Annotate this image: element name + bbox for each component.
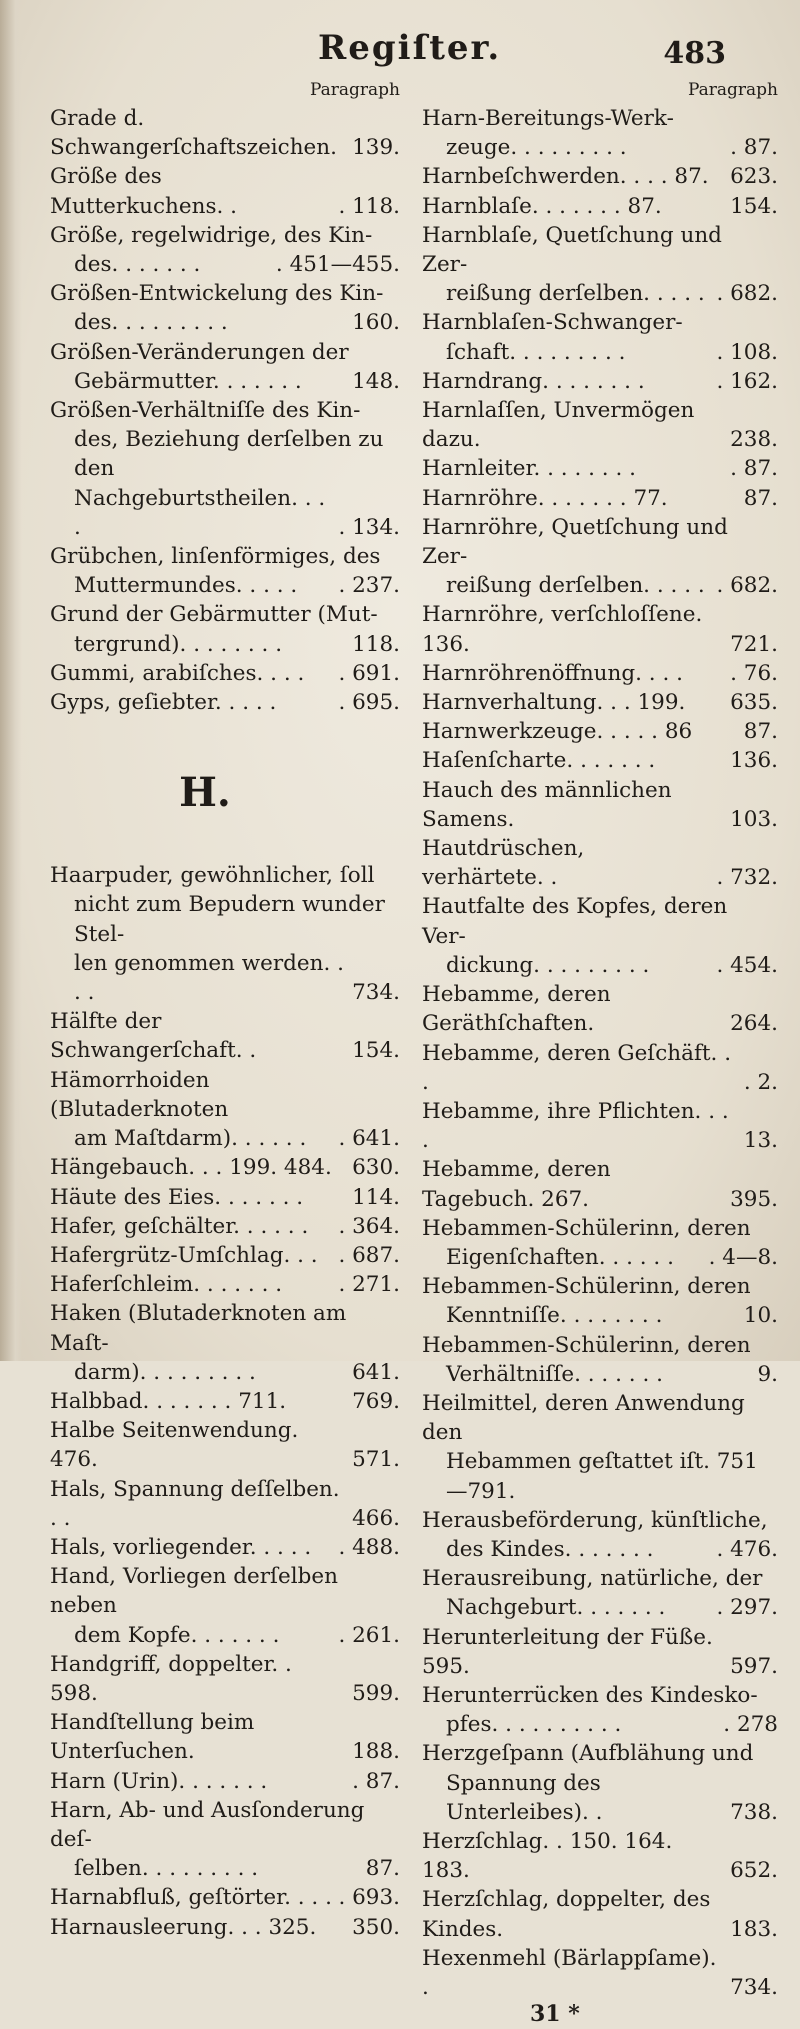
entry-term: Harnausleerung. . . 325. [50,1914,317,1940]
entry-term: Hals, Spannung deſſelben. . . [50,1476,340,1531]
entry-paragraph-ref: . 641. [338,1126,400,1152]
entry-term: Gyps, geſiebter. . . . . [50,690,277,716]
index-entry [422,104,778,133]
left-column [50,78,400,1942]
index-entry [50,1913,400,1942]
entry-paragraph-ref: 652. [730,1858,778,1884]
entry-paragraph-ref: 734. [352,980,400,1006]
index-entry [422,1593,778,1622]
entry-paragraph-ref: 9. [757,1361,778,1387]
index-entries-g [50,104,400,717]
index-entry [422,776,778,834]
index-entry [50,1124,400,1153]
index-entry [50,396,400,425]
entry-term: Harnröhrenöffnung. . . . [422,660,683,686]
entry-term: Hafergrütz-Umſchlag. . . [50,1242,318,1268]
index-entry [50,1796,400,1854]
index-entry [422,396,778,454]
entry-paragraph-ref: 87. [743,719,778,745]
entry-term: Hebamme, ihre Pflichten. . . . [422,1098,729,1154]
entry-paragraph-ref: . 682. [716,573,778,599]
entry-term: Harnblaſe. . . . . . . 87. [422,193,662,219]
entry-paragraph-ref: . 687. [338,1242,400,1268]
entry-paragraph-ref: 154. [730,193,778,219]
entry-term: Verhältniſſe. . . . . . . [446,1361,663,1387]
entry-term: Spannung des Unterleibes). . [446,1770,603,1825]
entry-term: des. . . . . . . . . [74,310,228,336]
entry-term: Hafer, geſchälter. . . . . . [50,1213,309,1239]
entry-paragraph-ref: . 693. [338,1885,400,1911]
index-entry [422,1506,778,1535]
entry-term: Hängebauch. . . 199. 484. [50,1155,332,1181]
entry-term: Harnverhaltung. . . 199. [422,690,686,716]
index-entry [422,951,778,980]
entry-term: Harnblaſe, Quetſchung und Zer- [422,222,722,278]
index-entry [50,949,400,1007]
entry-term: Herausreibung, natürliche, der [422,1566,763,1592]
index-entry [50,1212,400,1241]
entry-paragraph-ref: 183. [730,1916,778,1942]
entry-term: Häute des Eies. . . . . . . [50,1184,304,1210]
index-entry [422,221,778,279]
index-entry [50,1621,400,1650]
index-entries-h [50,861,400,1942]
entry-paragraph-ref: . 454. [716,952,778,978]
index-entry [50,484,400,542]
entry-term: Hebammen-Schülerinn, deren [422,1274,751,1300]
index-entry [50,250,400,279]
index-entry [422,1769,778,1827]
index-entry [50,688,400,717]
index-entry [50,1299,400,1357]
entry-paragraph-ref: . 451—455. [275,252,400,278]
index-entry [50,221,400,250]
entry-paragraph-ref: . 4—8. [708,1244,778,1270]
entry-term: tergrund). . . . . . . . [74,631,283,657]
entry-term: Harnröhre, verſchloſſene. 136. [422,602,703,657]
index-entry [422,1623,778,1681]
entry-paragraph-ref: 87. [365,1856,400,1882]
page-number: 483 [663,36,726,71]
entry-term: Hals, vorliegender. . . . . [50,1534,312,1560]
entry-term: Harn, Ab- und Ausſonderung deſ- [50,1797,365,1852]
index-entry [422,571,778,600]
entry-paragraph-ref: 103. [730,806,778,832]
index-entry [422,1272,778,1301]
entry-term: Nachgeburt. . . . . . . [446,1595,666,1621]
entry-term: Hebammen geſtattet iſt. 751—791. [446,1449,758,1504]
entry-term: Muttermundes. . . . . [74,573,298,599]
index-entry [422,338,778,367]
entry-paragraph-ref: 738. [730,1799,778,1825]
index-entry [422,1564,778,1593]
entry-term: Halbe Seitenwendung. 476. [50,1418,299,1473]
entry-paragraph-ref: . 271. [338,1272,400,1298]
entry-term: Größen-Verhältniſſe des Kin- [50,398,361,424]
index-entry [422,688,778,717]
entry-term: Grübchen, linſenförmiges, des [50,544,381,570]
index-entry [422,659,778,688]
index-entry [50,1708,400,1766]
entry-paragraph-ref: 769. [352,1388,400,1414]
entry-term: Harnleiter. . . . . . . . [422,456,636,482]
index-entry [422,133,778,162]
entry-term: Hauch des männlichen Samens. [422,777,672,832]
entry-term: Haarpuder, gewöhnlicher, ſoll [50,863,375,889]
entry-term: Hebamme, deren Geräthſchaften. [422,982,611,1037]
entry-paragraph-ref: . 118. [338,193,400,219]
entry-term: nicht zum Bepudern wunder Stel- [74,892,385,947]
entry-term: Haſenſcharte. . . . . . . [422,748,656,774]
index-entry [50,104,400,162]
index-entry [50,338,400,367]
index-entry [422,1243,778,1272]
entry-term: Harn (Urin). . . . . . . [50,1768,268,1794]
entry-paragraph-ref: 264. [730,1011,778,1037]
page-title: Regiſter. [318,28,502,68]
entry-paragraph-ref: 118. [352,631,400,657]
entry-paragraph-ref: 136. [730,748,778,774]
entry-paragraph-ref: . 476. [716,1536,778,1562]
paragraph-label: Paragraph [687,80,778,100]
entry-term: Hebammen-Schülerinn, deren [422,1332,751,1358]
entry-term: Herausbeförderung, künſtliche, [422,1507,768,1533]
entry-term: Gebärmutter. . . . . . . [74,368,302,394]
entry-term: Hautdrüschen, verhärtete. . [422,836,585,891]
index-entry [422,1827,778,1885]
entry-paragraph-ref: 148. [352,368,400,394]
index-entry [50,630,400,659]
index-entries-h-continued [422,104,778,2002]
index-entry [50,1183,400,1212]
index-entry [50,1562,400,1620]
index-entry [422,308,778,337]
entry-paragraph-ref: 635. [730,690,778,716]
entry-term: Haken (Blutaderknoten am Maſt- [50,1301,347,1356]
entry-paragraph-ref: 597. [730,1653,778,1679]
entry-term: Harnröhre, Quetſchung und Zer- [422,514,728,570]
entry-term: Größe des Mutterkuchens. . [50,164,238,219]
entry-paragraph-ref: 139. [352,135,400,161]
entry-paragraph-ref: . 76. [730,660,778,686]
entry-paragraph-ref: . 695. [338,690,400,716]
entry-term: Hämorrhoiden (Blutaderknoten [50,1067,229,1122]
index-entry [422,1331,778,1360]
section-letter: H. [179,769,231,817]
entry-term: pfes. . . . . . . . . . [446,1712,622,1738]
entry-term: Hebammen-Schülerinn, deren [422,1215,751,1241]
index-entry [422,600,778,658]
entry-term: Handgriff, doppelter. . 598. [50,1651,292,1706]
entry-paragraph-ref: 87. [743,485,778,511]
entry-paragraph-ref: 734. [730,1975,778,2000]
index-entry [50,1767,400,1796]
index-entry [422,1885,778,1943]
entry-term: reißung derſelben. . . . . [446,281,705,307]
entry-term: zeuge. . . . . . . . . [446,135,627,161]
entry-term: Hebamme, deren Tagebuch. 267. [422,1157,611,1212]
entry-paragraph-ref: . 87. [730,456,778,482]
entry-paragraph-ref: 599. [352,1680,400,1706]
entry-term: Herunterrücken des Kindesko- [422,1682,758,1708]
entry-term: Kenntniſſe. . . . . . . . [446,1303,663,1329]
entry-term: Hautfalte des Kopfes, deren Ver- [422,894,728,949]
index-entry [422,1155,778,1213]
entry-term: Größe, regelwidrige, des Kin- [50,222,373,248]
index-entry [50,308,400,337]
entry-paragraph-ref: . 488. [338,1534,400,1560]
index-entry [422,279,778,308]
entry-term: len genommen werden. . . . [74,950,344,1006]
entry-paragraph-ref: 154. [352,1038,400,1064]
entry-paragraph-ref: . 261. [338,1622,400,1648]
entry-term: Hebamme, deren Geſchäft. . . [422,1040,732,1095]
entry-paragraph-ref: . 108. [716,339,778,365]
entry-paragraph-ref: . 297. [716,1595,778,1621]
index-entry [50,1153,400,1182]
index-entry [50,659,400,688]
entry-paragraph-ref: . 134. [338,514,400,540]
entry-term: Heilmittel, deren Anwendung den [422,1390,745,1446]
entry-paragraph-ref: 160. [352,310,400,336]
entry-term: Haferſchleim. . . . . . . [50,1272,283,1298]
entry-term: Hexenmehl (Bärlappſame). . [422,1945,717,2000]
index-entry [422,162,778,191]
index-entry [422,1097,778,1155]
entry-term: Größen-Entwickelung des Kin- [50,281,384,307]
entry-paragraph-ref: . 278 [723,1712,778,1738]
entry-paragraph-ref: 350. [352,1914,400,1940]
entry-term: des, Beziehung derſelben zu den [74,427,384,482]
index-entry [422,1214,778,1243]
entry-paragraph-ref: . 732. [716,865,778,891]
index-entry [50,367,400,396]
entry-term: reißung derſelben. . . . . [446,573,705,599]
entry-term: des. . . . . . . [74,252,201,278]
entry-term: Grund der Gebärmutter (Mut- [50,602,378,628]
entry-paragraph-ref: 238. [730,427,778,453]
entry-paragraph-ref: 641. [352,1359,400,1385]
index-entry [50,1387,400,1416]
running-header [0,22,800,78]
entry-term: Grade d. Schwangerſchaftszeichen. [50,106,337,161]
entry-term: ſelben. . . . . . . . . [74,1856,259,1882]
entry-term: Eigenſchaften. . . . . . [446,1244,674,1270]
entry-term: Harnblaſen-Schwanger- [422,310,683,336]
entry-paragraph-ref: 571. [352,1447,400,1473]
entry-paragraph-ref: 466. [352,1505,400,1531]
index-entry [50,1416,400,1474]
index-entry [50,425,400,483]
entry-term: dem Kopfe. . . . . . . [74,1622,280,1648]
entry-paragraph-ref: 10. [743,1303,778,1329]
index-entry [422,1360,778,1389]
index-entry [422,1535,778,1564]
entry-paragraph-ref: 188. [352,1739,400,1765]
index-entry [422,892,778,950]
index-entry [422,1944,778,2002]
entry-paragraph-ref: . 2. [743,1069,778,1095]
entry-term: Gummi, arabiſches. . . . [50,660,305,686]
right-column [422,78,778,2029]
index-entry [50,1007,400,1065]
index-entry [422,192,778,221]
index-entry [422,1039,778,1097]
entry-paragraph-ref: . 87. [352,1768,400,1794]
index-entry [50,1475,400,1533]
index-entry [50,600,400,629]
entry-term: Herzgeſpann (Aufblähung und [422,1741,754,1767]
entry-term: Nachgeburtstheilen. . . . [74,485,326,540]
entry-paragraph-ref: 114. [352,1184,400,1210]
index-entry [422,1710,778,1739]
entry-term: Harndrang. . . . . . . . [422,368,645,394]
entry-term: Halbbad. . . . . . . 711. [50,1388,287,1414]
index-entry [50,1533,400,1562]
index-entry [422,1389,778,1447]
index-entry [50,162,400,220]
entry-paragraph-ref: 630. [352,1155,400,1181]
paragraph-label: Paragraph [309,80,400,100]
entry-term: Handſtellung beim Unterſuchen. [50,1710,255,1765]
index-entry [422,367,778,396]
entry-paragraph-ref: 721. [730,631,778,657]
entry-term: am Maſtdarm). . . . . . [74,1126,307,1152]
entry-term: Herzſchlag, doppelter, des Kindes. [422,1887,711,1942]
entry-term: dickung. . . . . . . . . [446,952,650,978]
entry-term: Herzſchlag. . 150. 164. 183. [422,1828,673,1884]
entry-paragraph-ref: . 87. [730,135,778,161]
entry-term: Größen-Veränderungen der [50,339,349,365]
index-entry [422,484,778,513]
entry-paragraph-ref: . 682. [716,281,778,307]
index-entry [422,1681,778,1710]
entry-term: des Kindes. . . . . . . [446,1536,654,1562]
entry-term: Harnlaſſen, Unvermögen dazu. [422,398,695,453]
entry-term: darm). . . . . . . . . [74,1359,256,1385]
entry-term: Harnwerkzeuge. . . . . 86 [422,719,693,745]
index-entry [50,1650,400,1708]
index-entry [50,571,400,600]
entry-term: Hälfte der Schwangerſchaft. . [50,1009,257,1064]
entry-term: ſchaft. . . . . . . . . [446,339,626,365]
index-entry [422,1301,778,1330]
index-entry [422,980,778,1038]
entry-paragraph-ref: . 237. [338,573,400,599]
index-entry [422,454,778,483]
entry-term: Harnbeſchwerden. . . . 87. [422,164,709,190]
entry-paragraph-ref: . 162. [716,368,778,394]
entry-paragraph-ref: . 364. [338,1213,400,1239]
entry-paragraph-ref: 623. [730,164,778,190]
index-entry [422,1447,778,1505]
index-entry [50,1066,400,1124]
index-entry [50,1358,400,1387]
entry-paragraph-ref: . 691. [338,660,400,686]
entry-term: Hand, Vorliegen derſelben neben [50,1564,338,1619]
index-entry [422,746,778,775]
entry-paragraph-ref: 395. [730,1186,778,1212]
index-entry [50,1883,400,1912]
index-entry [422,834,778,892]
index-entry [50,279,400,308]
index-entry [50,1270,400,1299]
signature-mark: 31 * [530,2001,580,2028]
page-gutter-shadow [0,0,22,1361]
entry-term: Herunterleitung der Füße. 595. [422,1624,713,1679]
index-entry [50,542,400,571]
index-entry [50,890,400,948]
index-entry [50,1854,400,1883]
index-entry [50,1241,400,1270]
index-entry [422,513,778,571]
index-entry [50,861,400,890]
entry-paragraph-ref: 13. [743,1128,778,1154]
entry-term: Harnröhre. . . . . . . 77. [422,485,668,511]
entry-term: Harnabfluß, geſtörter. . . . [50,1885,332,1911]
index-entry [422,717,778,746]
entry-term: Harn-Bereitungs-Werk- [422,106,674,131]
index-entry [422,1739,778,1768]
